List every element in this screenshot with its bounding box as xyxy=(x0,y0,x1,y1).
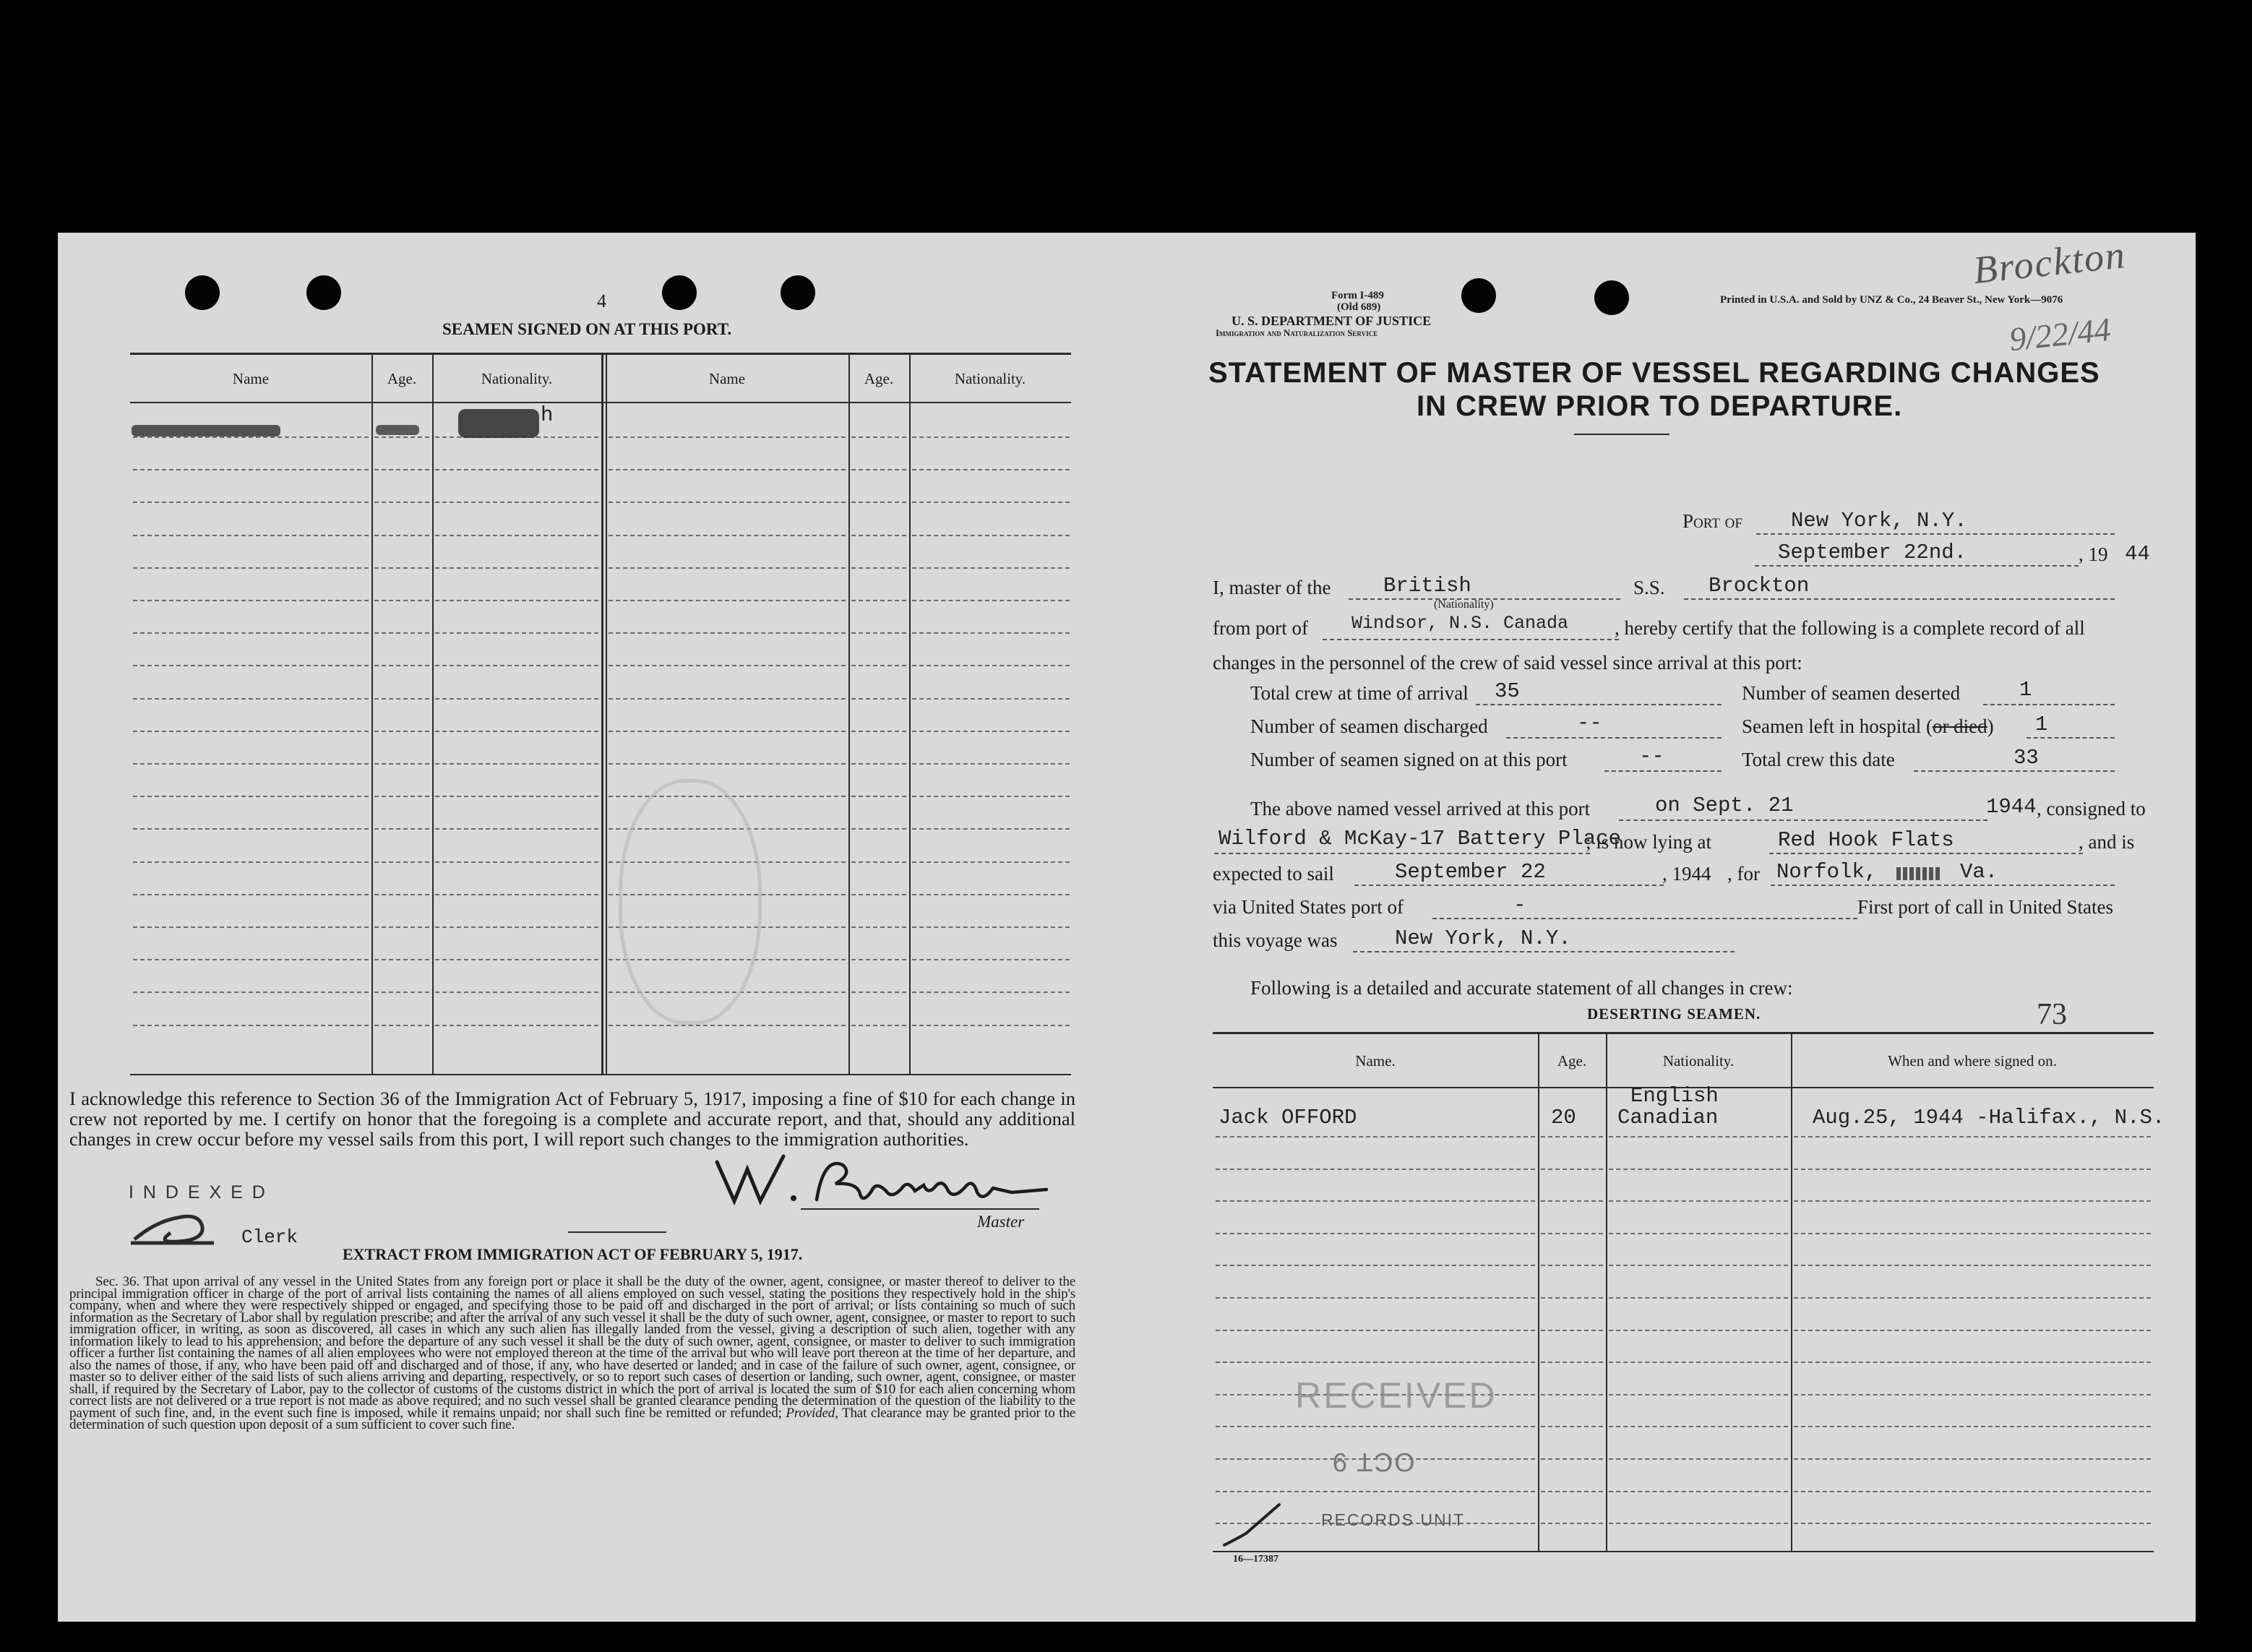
acknowledgment-text: I acknowledge this reference to Section 36 of the Immigration Act of February 5, 1917, imposing a fine of $10 for each change in crew not reported by me. I certify on honor that the foregoing is a complete and accurate report, and that, should any additional changes in crew occur before my vessel sails from this port, I will report such changes to the immigration authorities. xyxy=(69,1088,1075,1150)
table-row-line xyxy=(133,861,369,863)
table-row-line xyxy=(133,665,369,666)
table-row-line xyxy=(1541,1136,1603,1137)
punch-hole xyxy=(306,275,341,310)
from-port-underline xyxy=(1323,639,1619,640)
section-36-text xyxy=(69,1276,1075,1432)
table-row-line xyxy=(374,698,429,700)
table-row-line xyxy=(1541,1169,1603,1170)
table-row-line xyxy=(851,535,906,536)
table-row-line xyxy=(1541,1394,1603,1395)
vessel-value: Brockton xyxy=(1709,574,1810,598)
hospital-label-text: Seamen left in hospital ( xyxy=(1742,715,1933,737)
destination-state: Va. xyxy=(1960,860,1998,884)
table-row-line xyxy=(851,763,906,765)
table-row-line xyxy=(133,731,369,732)
table-row-line xyxy=(912,535,1070,536)
table-row-line xyxy=(374,796,429,797)
table-row-line xyxy=(1794,1297,2151,1299)
arrived-value: on Sept. 21 xyxy=(1655,793,1794,817)
table-row-line xyxy=(1216,1265,1535,1266)
table-row-line xyxy=(1609,1136,1788,1137)
table-row-line xyxy=(851,600,906,601)
via-label: via United States port of xyxy=(1213,896,1404,918)
table-col-divider xyxy=(371,354,373,1074)
redaction-mark xyxy=(458,409,539,438)
table-row-line xyxy=(374,600,429,601)
col-header-age: Age. xyxy=(387,370,417,387)
table-row-line xyxy=(435,665,598,666)
form-old-number: (Old 689) xyxy=(1337,301,1381,313)
table-row-line xyxy=(133,1025,369,1026)
table-row-line xyxy=(609,502,846,503)
table-row-line xyxy=(851,632,906,634)
table-row-line xyxy=(374,894,429,895)
table-row-line xyxy=(374,828,429,830)
hospital-underline xyxy=(2027,737,2115,739)
year-value: 44 xyxy=(2125,542,2150,566)
table-row-line xyxy=(609,469,846,470)
arrived-year: 1944 xyxy=(1986,795,2037,819)
expected-label: expected to sail xyxy=(1213,863,1334,885)
table-row-line xyxy=(435,731,598,732)
table-row-line xyxy=(374,436,429,438)
deserting-col-header-name: Name. xyxy=(1355,1052,1396,1070)
footer-code: 16—17387 xyxy=(1233,1554,1278,1565)
deserter-age: 20 xyxy=(1551,1106,1576,1130)
table-row-line xyxy=(912,894,1070,895)
table-row-line xyxy=(609,698,846,700)
section-36-lead: Sec. 36. xyxy=(95,1274,139,1289)
master-label: Master xyxy=(977,1213,1025,1231)
table-row-line xyxy=(1794,1523,2151,1524)
total-crew-date-label: Total crew this date xyxy=(1742,749,1895,770)
table-row-line xyxy=(1794,1361,2151,1363)
certify-text-2: changes in the personnel of the crew of said vessel since arrival at this port: xyxy=(1213,652,1802,674)
table-row-line xyxy=(374,861,429,863)
table-row-line xyxy=(1609,1394,1788,1395)
discharged-label: Number of seamen discharged xyxy=(1250,715,1488,737)
nationality-caption: (Nationality) xyxy=(1434,598,1494,611)
redaction-mark xyxy=(376,425,419,435)
table-row-line xyxy=(1541,1233,1603,1234)
punch-hole xyxy=(662,275,697,310)
certify-text: , hereby certify that the following is a complete record of all xyxy=(1615,617,2085,639)
table-row-line xyxy=(1541,1265,1603,1266)
handwritten-vessel-note: Brockton xyxy=(1971,233,2128,292)
table-row-line xyxy=(1609,1200,1788,1202)
department-name: U. S. DEPARTMENT OF JUSTICE xyxy=(1232,314,1432,328)
table-row-line xyxy=(851,828,906,830)
table-row-line xyxy=(133,469,369,470)
table-col-divider xyxy=(909,354,911,1074)
table-row-line xyxy=(912,469,1070,470)
table-row-line xyxy=(133,763,369,765)
table-row-line xyxy=(374,731,429,732)
table-row-line xyxy=(1216,1297,1535,1299)
arrived-underline xyxy=(1619,819,1987,821)
table-row-line xyxy=(374,567,429,569)
sail-date-underline xyxy=(1354,885,1664,886)
redacted-entry-tail: h xyxy=(541,403,554,427)
consignee-value: Wilford & McKay-17 Battery Place xyxy=(1219,827,1621,851)
table-row-line xyxy=(851,1025,906,1026)
deserting-table-top-rule xyxy=(1213,1032,2154,1034)
table-row-line xyxy=(1609,1233,1788,1234)
clerk-label: Clerk xyxy=(241,1226,298,1248)
table-row-line xyxy=(374,763,429,765)
records-unit-stamp: RECORDS UNIT xyxy=(1321,1510,1466,1529)
table-row-line xyxy=(851,436,906,438)
table-row-line xyxy=(1609,1361,1788,1363)
table-row-line xyxy=(435,959,598,960)
deserting-col-divider xyxy=(1606,1033,1607,1551)
following-text: Following is a detailed and accurate statement of all changes in crew: xyxy=(1250,977,1793,999)
table-row-line xyxy=(133,991,369,993)
this-voyage-underline xyxy=(1353,951,1735,952)
punch-hole xyxy=(185,275,220,310)
table-row-line xyxy=(435,861,598,863)
col-header-nationality: Nationality. xyxy=(954,370,1026,387)
printer-line: Printed in U.S.A. and Sold by UNZ & Co., 24 Beaver St., New York—9076 xyxy=(1720,294,2063,306)
deserting-col-header-signed-on: When and where signed on. xyxy=(1888,1052,2057,1070)
table-row-line xyxy=(374,535,429,536)
table-row-line xyxy=(1541,1458,1603,1460)
consignee-underline xyxy=(1214,853,1590,854)
signed-on-label: Number of seamen signed on at this port xyxy=(1250,749,1568,770)
table-row-line xyxy=(374,502,429,503)
table-row-line xyxy=(912,502,1070,503)
table-row-line xyxy=(609,731,846,732)
table-row-line xyxy=(851,665,906,666)
deserting-col-divider xyxy=(1538,1033,1539,1551)
table-row-line xyxy=(1541,1330,1603,1331)
clerk-initials-mark xyxy=(127,1200,236,1250)
signed-on-value: -- xyxy=(1639,744,1664,768)
table-row-line xyxy=(1541,1200,1603,1202)
table-row-line xyxy=(435,763,598,765)
table-row-line xyxy=(1794,1458,2151,1460)
table-col-divider xyxy=(848,354,850,1074)
table-row-line xyxy=(435,796,598,797)
check-mark xyxy=(1221,1500,1286,1551)
port-value: New York, N.Y. xyxy=(1791,509,1967,533)
table-row-line xyxy=(435,502,598,503)
extract-title: EXTRACT FROM IMMIGRATION ACT OF FEBRUARY 5, 1917. xyxy=(343,1245,803,1263)
table-row-line xyxy=(1216,1200,1535,1202)
table-row-line xyxy=(1609,1297,1788,1299)
table-row-line xyxy=(1216,1169,1535,1170)
handwritten-date-note: 9/22/44 xyxy=(2007,310,2113,358)
this-voyage-label: this voyage was xyxy=(1213,929,1338,951)
section-36-body: That upon arrival of any vessel in the United States from any foreign port or place it shall be the duty of the owner, agent, consignee, or master thereof to deliver to the principal immigration officer in charge of the port of arrival lists containing the names of all aliens employed on such vessel, stating the positions they respectively hold in the ship's company, when and where they were respectively shipped or engaged, and specifying those to be paid off and discharged in the port of arrival; or lists containing so much of such information as the Secretary of Labor shall by regulation prescribe; and after the arrival of any such vessel it shall be the duty of such owner, agent, consignee, or master to report to such immigration officer, in writing, as soon as discovered, all cases in which any such alien has illegally landed from the vessel, giving a description of such alien, together with any information likely to lead to his apprehension; and before the departure of any such vessel it shall be the duty of such owner, agent, consignee, or master to deliver to such immigration officer a further list containing the names of all alien employees who were not employed thereon at the time of the arrival but who will leave port thereon at the time of her departure, and also the names of those, if any, who have been paid off and discharged and of those, if any, who have deserted or landed; and in case of the failure of such owner, agent, consignee, or master so to deliver either of the said lists of such aliens arriving and departing, respectively, or so to report such cases of desertion or landing, such owner, agent, consignee, or master shall, if required by the Secretary of Labor, pay to the collector of customs of the customs district in which the port of arrival is located the sum of $10 for each alien concerning whom correct lists are not delivered or a true report is not made as above required; and no such vessel shall be granted clearance pending the determination of the question of the liability to the payment of such fine, and, in the event such fine is imposed, while it remains unpaid; nor shall such fine be remitted or refunded; xyxy=(69,1274,1075,1421)
deserted-underline xyxy=(1983,704,2115,705)
hospital-strike-text: or died xyxy=(1932,715,1987,737)
table-row-line xyxy=(851,861,906,863)
table-row-line xyxy=(1794,1169,2151,1170)
table-row-line xyxy=(609,600,846,601)
date-underline xyxy=(1755,565,2079,567)
hospital-value: 1 xyxy=(2035,713,2048,736)
table-row-line xyxy=(1609,1169,1788,1170)
table-row-line xyxy=(912,632,1070,634)
total-crew-arrival-value: 35 xyxy=(1495,679,1520,703)
redaction-mark xyxy=(132,425,280,436)
table-row-line xyxy=(133,796,369,797)
left-heading: SEAMEN SIGNED ON AT THIS PORT. xyxy=(442,320,732,338)
table-row-line xyxy=(1794,1136,2151,1137)
total-crew-date-underline xyxy=(1914,770,2115,772)
table-col-divider xyxy=(432,354,434,1074)
table-row-line xyxy=(851,469,906,470)
via-underline xyxy=(1432,918,1857,919)
destination-strikeout xyxy=(1896,867,1940,880)
table-row-line xyxy=(851,959,906,960)
table-row-line xyxy=(609,665,846,666)
table-row-line xyxy=(851,796,906,797)
table-row-line xyxy=(912,796,1070,797)
table-row-line xyxy=(1794,1330,2151,1331)
extract-rule xyxy=(568,1231,666,1233)
punch-hole xyxy=(1594,280,1629,315)
deserted-label: Number of seamen deserted xyxy=(1742,682,1961,704)
received-stamp: RECEIVED xyxy=(1295,1375,1497,1416)
table-row-line xyxy=(133,502,369,503)
table-row-line xyxy=(374,1025,429,1026)
table-row-line xyxy=(1609,1491,1788,1492)
table-row-line xyxy=(912,567,1070,569)
vessel-prefix: S.S. xyxy=(1633,577,1665,598)
punch-hole xyxy=(1461,278,1496,313)
port-underline xyxy=(1756,533,2115,535)
from-port-value: Windsor, N.S. Canada xyxy=(1351,613,1569,634)
vessel-underline xyxy=(1684,598,2115,600)
table-header-rule xyxy=(130,402,1071,403)
table-row-line xyxy=(435,894,598,895)
table-row-line xyxy=(1216,1426,1535,1427)
faint-postmark-stamp xyxy=(619,779,762,1025)
sail-date-value: September 22 xyxy=(1395,860,1546,884)
table-row-line xyxy=(374,665,429,666)
table-row-line xyxy=(851,567,906,569)
arrived-label: The above named vessel arrived at this port xyxy=(1250,798,1591,819)
table-row-line xyxy=(133,698,369,700)
section-36-end: That clearance may be granted prior to the determination of such question upon deposit of a sum sufficient to cover such fine. xyxy=(69,1405,1076,1432)
from-port-label: from port of xyxy=(1213,617,1308,639)
table-row-line xyxy=(912,698,1070,700)
table-row-line xyxy=(1794,1233,2151,1234)
table-row-line xyxy=(374,469,429,470)
table-row-line xyxy=(374,926,429,928)
table-row-line xyxy=(133,632,369,634)
indexed-stamp: I N D E X E D xyxy=(129,1182,267,1203)
date-value: September 22nd. xyxy=(1778,541,1967,564)
table-row-line xyxy=(1541,1361,1603,1363)
table-row-line xyxy=(1216,1491,1535,1492)
table-row-line xyxy=(1216,1330,1535,1331)
deserting-col-divider xyxy=(1791,1033,1792,1551)
this-voyage-value: New York, N.Y. xyxy=(1395,926,1571,950)
page-mark: 73 xyxy=(2037,998,2067,1031)
title-underline xyxy=(1574,434,1669,435)
table-row-line xyxy=(1794,1426,2151,1427)
first-port-label: First port of call in United States xyxy=(1857,896,2113,918)
table-row-line xyxy=(133,600,369,601)
section-36-provided: Provided, xyxy=(786,1405,838,1421)
table-row-line xyxy=(912,959,1070,960)
table-row-line xyxy=(912,763,1070,765)
table-row-line xyxy=(851,926,906,928)
deserting-col-header-age: Age. xyxy=(1557,1052,1587,1070)
total-crew-date-value: 33 xyxy=(2014,746,2039,770)
table-row-line xyxy=(435,991,598,993)
table-row-line xyxy=(609,567,846,569)
table-row-line xyxy=(609,1025,846,1026)
lying-label: ; is now lying at xyxy=(1586,831,1711,853)
table-row-line xyxy=(1541,1426,1603,1427)
table-row-line xyxy=(374,632,429,634)
table-col-divider xyxy=(606,354,607,1074)
total-crew-arrival-label: Total crew at time of arrival xyxy=(1250,682,1469,704)
master-of-label: I, master of the xyxy=(1213,577,1331,598)
table-row-line xyxy=(1794,1265,2151,1266)
table-row-line xyxy=(435,828,598,830)
table-top-rule xyxy=(130,353,1071,355)
table-row-line xyxy=(435,1025,598,1026)
consigned-label: , consigned to xyxy=(2037,798,2146,819)
table-row-line xyxy=(374,991,429,993)
col-header-age: Age. xyxy=(864,370,894,387)
deserting-heading: DESERTING SEAMEN. xyxy=(1587,1005,1761,1023)
table-row-line xyxy=(912,665,1070,666)
table-row-line xyxy=(912,600,1070,601)
table-row-line xyxy=(1541,1297,1603,1299)
table-row-line xyxy=(609,763,846,765)
for-label: , for xyxy=(1727,863,1760,885)
table-row-line xyxy=(133,926,369,928)
table-row-line xyxy=(1541,1491,1603,1492)
table-row-line xyxy=(1609,1426,1788,1427)
table-row-line xyxy=(851,894,906,895)
table-row-line xyxy=(435,926,598,928)
deserter-name: Jack OFFORD xyxy=(1219,1106,1357,1130)
service-name: Immigration and Naturalization Service xyxy=(1216,327,1378,338)
deserter-nationality-line1: English xyxy=(1630,1084,1719,1108)
table-row-line xyxy=(133,894,369,895)
table-row-line xyxy=(133,535,369,536)
col-header-name: Name xyxy=(708,370,746,387)
signed-on-underline xyxy=(1604,770,1722,772)
hospital-label xyxy=(1742,715,1994,738)
table-row-line xyxy=(435,698,598,700)
table-row-line xyxy=(851,991,906,993)
deserting-table-bottom-rule xyxy=(1213,1551,2154,1552)
table-row-line xyxy=(609,535,846,536)
master-signature-line xyxy=(801,1208,1039,1210)
deserter-nationality-line2: Canadian xyxy=(1617,1106,1719,1130)
page-number: 4 xyxy=(597,291,606,311)
table-row-line xyxy=(851,698,906,700)
table-row-line xyxy=(1216,1361,1535,1363)
table-row-line xyxy=(851,731,906,732)
total-crew-arrival-underline xyxy=(1476,704,1722,705)
destination-underline xyxy=(1771,885,2115,886)
lying-value: Red Hook Flats xyxy=(1778,828,1954,852)
col-header-nationality: Nationality. xyxy=(481,370,553,387)
table-row-line xyxy=(435,632,598,634)
nationality-value: British xyxy=(1383,574,1471,598)
table-row-line xyxy=(1794,1491,2151,1492)
table-row-line xyxy=(912,926,1070,928)
table-row-line xyxy=(133,828,369,830)
discharged-value: -- xyxy=(1577,711,1602,735)
and-is-label: , and is xyxy=(2079,831,2135,853)
deserted-value: 1 xyxy=(2019,678,2032,702)
form-title-line1: STATEMENT OF MASTER OF VESSEL REGARDING CHANGES xyxy=(1208,357,2100,389)
punch-hole xyxy=(781,275,815,310)
table-row-line xyxy=(1794,1200,2151,1202)
deserting-col-header-nationality: Nationality. xyxy=(1662,1052,1735,1070)
via-value: - xyxy=(1513,893,1526,917)
table-row-line xyxy=(851,502,906,503)
table-bottom-rule xyxy=(130,1074,1071,1075)
destination-value: Norfolk, xyxy=(1776,860,1878,884)
table-row-line xyxy=(133,567,369,569)
table-row-line xyxy=(1609,1330,1788,1331)
discharged-underline xyxy=(1506,737,1722,739)
table-row-line xyxy=(133,436,369,438)
form-number: Form I-489 xyxy=(1331,290,1384,301)
table-row-line xyxy=(435,600,598,601)
table-row-line xyxy=(912,991,1070,993)
table-row-line xyxy=(912,828,1070,830)
hospital-close: ) xyxy=(1987,715,1994,737)
table-row-line xyxy=(912,436,1070,438)
table-row-line xyxy=(435,567,598,569)
table-row-line xyxy=(912,731,1070,732)
table-row-line xyxy=(1609,1458,1788,1460)
sail-year: , 1944 xyxy=(1662,863,1711,885)
year-prefix: , 19 xyxy=(2079,543,2108,565)
received-stamp-date: OCT 9 xyxy=(1331,1447,1415,1477)
table-row-line xyxy=(1609,1523,1788,1524)
lying-underline xyxy=(1769,853,2083,854)
table-col-divider xyxy=(601,354,603,1074)
table-row-line xyxy=(609,632,846,634)
deserter-signed-on: Aug.25, 1944 -Halifax., N.S. xyxy=(1813,1106,2165,1130)
table-row-line xyxy=(1216,1136,1535,1137)
table-row-line xyxy=(374,959,429,960)
port-label: Port of xyxy=(1682,510,1742,532)
table-row-line xyxy=(435,469,598,470)
form-title-line2: IN CREW PRIOR TO DEPARTURE. xyxy=(1417,390,1903,422)
table-row-line xyxy=(912,861,1070,863)
table-row-line xyxy=(133,959,369,960)
table-row-line xyxy=(912,1025,1070,1026)
table-row-line xyxy=(1541,1523,1603,1524)
table-row-line xyxy=(1216,1233,1535,1234)
table-row-line xyxy=(1609,1265,1788,1266)
col-header-name: Name xyxy=(232,370,270,387)
table-row-line xyxy=(1794,1394,2151,1395)
table-row-line xyxy=(609,436,846,438)
table-row-line xyxy=(435,535,598,536)
